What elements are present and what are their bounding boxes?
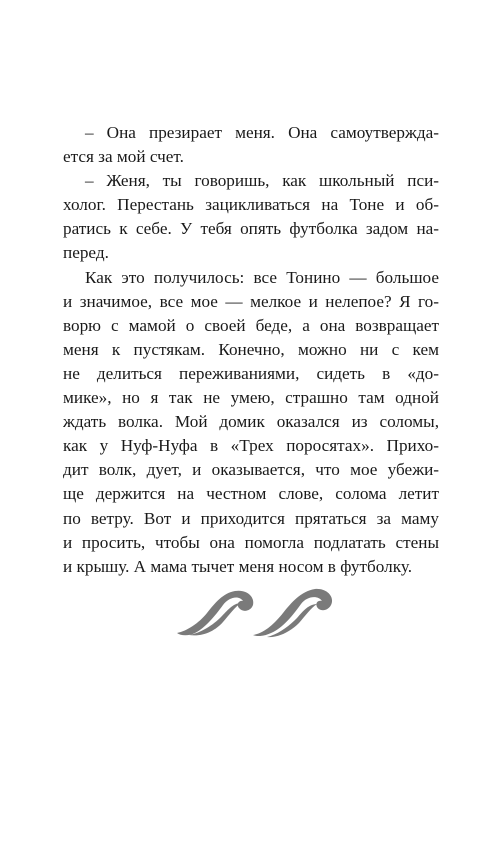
- text-line: меня к пустякам. Конечно, можно ни с кем: [63, 339, 439, 359]
- text-line: и крышу. А мама тычет меня носом в футболку.: [63, 556, 412, 576]
- body-text: [63, 121, 439, 579]
- text-line: ратись к себе. У тебя опять футболка задом на-: [63, 219, 439, 239]
- text-line: по ветру. Вот и приходится прятаться за маму: [63, 508, 439, 528]
- text-line: Как это получилось: все Тонино — большое: [85, 267, 439, 287]
- text-line: ще держится на честном слове, солома летит: [63, 484, 439, 504]
- text-line: и значимое, все мое — мелкое и нелепое? Я го-: [63, 291, 439, 311]
- wave-flourish-icon: [175, 573, 335, 643]
- text-line: холог. Перестань зацикливаться на Тоне и об-: [63, 195, 439, 215]
- text-line: и просить, чтобы она помогла подлатать стены: [63, 532, 439, 552]
- text-line: ворю с мамой о своей беде, а она возвращает: [63, 315, 439, 335]
- text-line: – Женя, ты говоришь, как школьный пси-: [85, 171, 439, 191]
- text-line: не делиться переживаниями, сидеть в «до-: [63, 363, 439, 383]
- text-line: как у Нуф-Нуфа в «Трех поросятах». Прихо-: [63, 436, 439, 456]
- text-line: ждать волка. Мой домик оказался из соломы,: [63, 412, 439, 432]
- text-line: ется за мой счет.: [63, 147, 184, 167]
- text-line: – Она презирает меня. Она самоутвержда-: [85, 123, 439, 142]
- text-line: мике», но я так не умею, страшно там одной: [63, 388, 439, 408]
- text-line: перед.: [63, 243, 109, 263]
- text-line: дит волк, дует, и оказывается, что мое убежи-: [63, 460, 439, 480]
